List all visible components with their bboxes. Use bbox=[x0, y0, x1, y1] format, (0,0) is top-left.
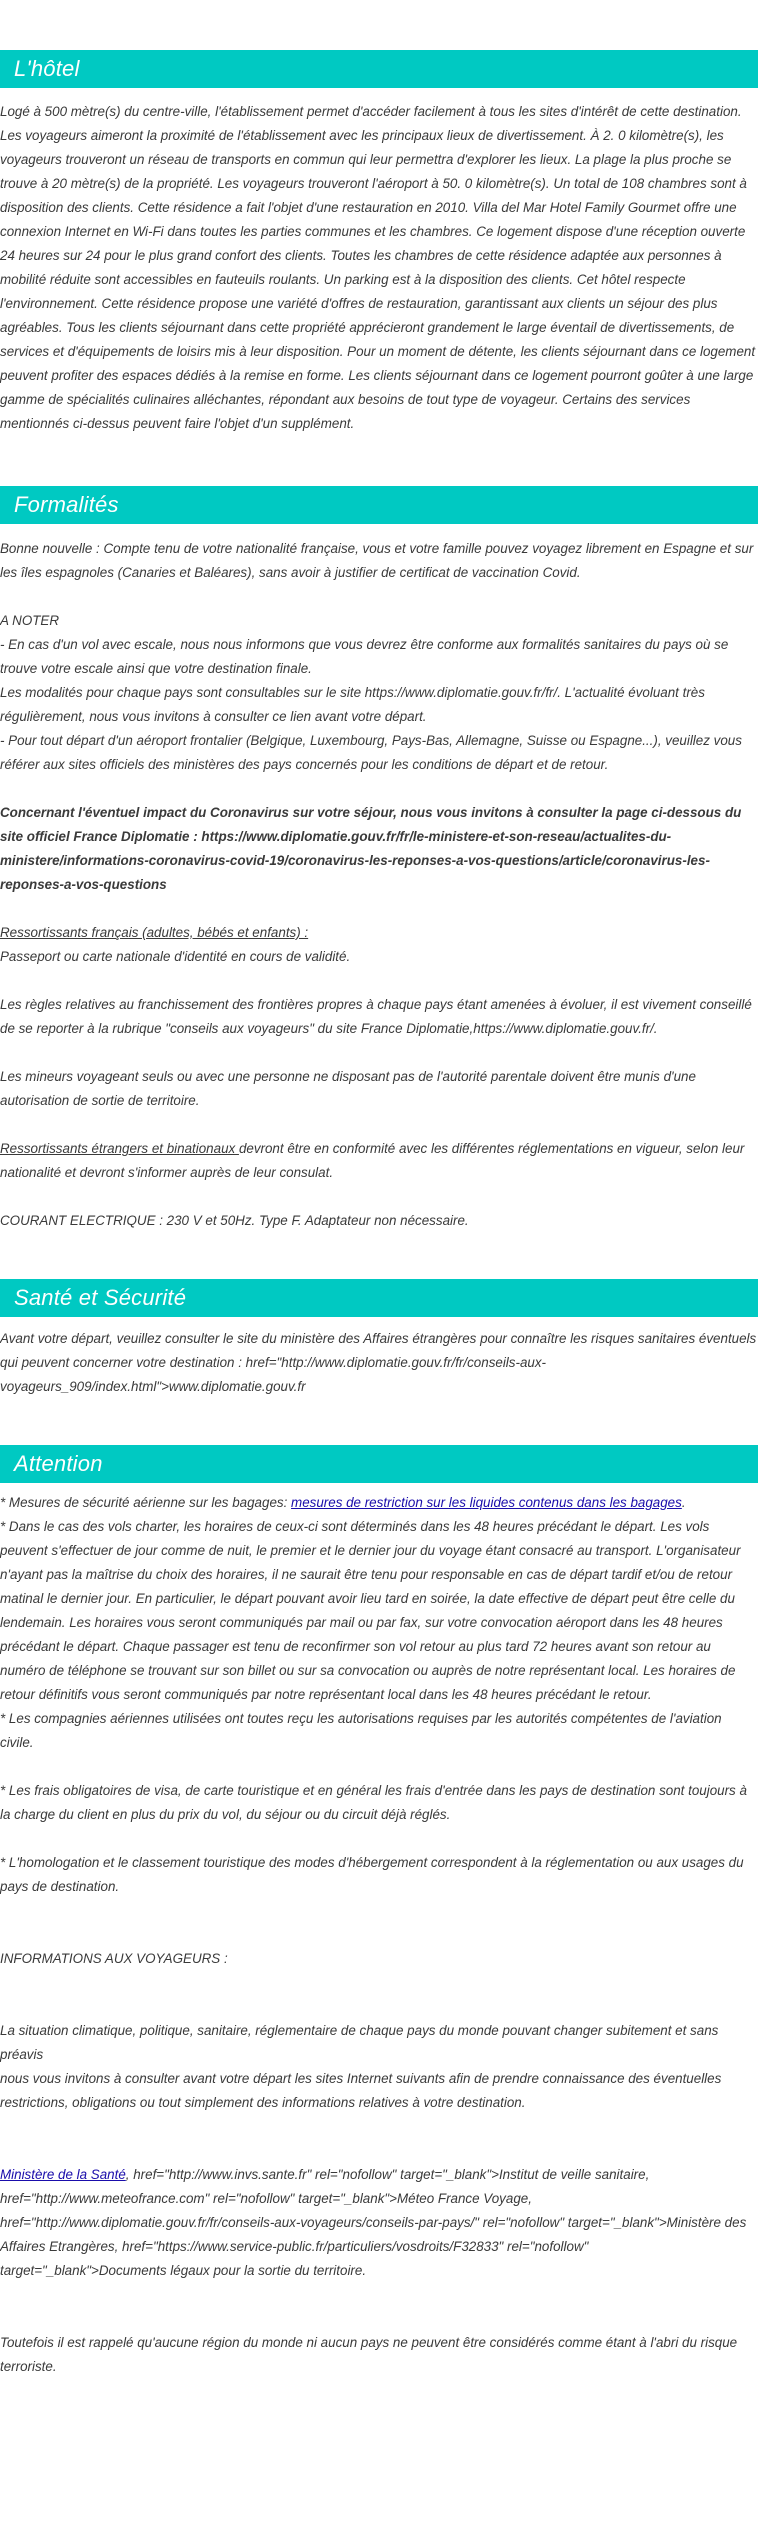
coronavirus-notice: Concernant l'éventuel impact du Coronavirus sur votre séjour, nous vous invitons à consulter la page ci-dessous du site officiel France Diplomatie : https://www.diplomatie.gouv.fr/fr/le-ministere-et-son-reseau/actualites-du-ministere/informations-coronavirus-covid-19/coronavirus-les-reponses-a-vos-questions/article/coronavirus-les-reponses-a-vos-questions bbox=[0, 805, 742, 892]
terrorisme-notice: Toutefois il est rappelé qu'aucune région du monde ni aucun pays ne peuvent être considérés comme étant à l'abri du risque terroriste. bbox=[0, 2335, 738, 2374]
charter-notice: * Dans le cas des vols charter, les horaires de ceux-ci sont déterminés dans les 48 heures précédant le départ. Les vols peuvent s'effectuer de jour comme de nuit, le premier et le dernier jour du voyage étant consacré au transport. L'organisateur n'ayant pas la maîtrise du choix des horaires, il ne saurait être tenu pour responsable en cas de départ tardif et/ou de retour matinal le dernier jour. En particulier, le départ pouvant avoir lieu tard en soirée, la date effective de départ peut être celle du lendemain. Les horaires vous seront communiqués par mail ou par fax, sur votre convocation aéroport dans les 48 heures précédant le départ. Chaque passager est tenu de reconfirmer son vol retour au plus tard 72 heures avant son retour au numéro de téléphone se trouvant sur son billet ou sur sa convocation ou auprès de notre représentant local. Les horaires de retour définitifs vous seront communiqués par notre représentant local dans les 48 heures précédant le retour. bbox=[0, 1519, 741, 1702]
bagages-prefix: * Mesures de sécurité aérienne sur les bagages: bbox=[0, 1495, 292, 1510]
homologation-notice: * L'homologation et le classement touristique des modes d'hébergement correspondent à la réglementation ou aux usages du pays de destination. bbox=[0, 1855, 744, 1894]
section-title-hotel: L'hôtel bbox=[0, 50, 758, 88]
consulter-notice: nous vous invitons à consulter avant votre départ les sites Internet suivants afin de prendre connaissance des éventuelles restrictions, obligations ou tout simplement des informations relatives à votre destination. bbox=[0, 2071, 722, 2110]
sites-officiels-text: , href="http://www.invs.sante.fr" rel="nofollow" target="_blank">Institut de veille sanitaire, href="http://www.meteofrance.com" rel="nofollow" target="_blank">Méteo France Voyage, href="http://www.diplomatie.gouv.fr/fr/conseils-aux-voyageurs/conseils-par-pays/" rel="nofollow" target="_blank">Ministère des Affaires Etrangères, href="https://www.service-public.fr/particuliers/vosdroits/F32833" rel="nofollow" target="_blank">Documents légaux pour la sortie du territoire. bbox=[0, 2167, 747, 2278]
a-noter-modalites: Les modalités pour chaque pays sont consultables sur le site https://www.diplomatie.gouv.fr/fr/. L'actualité évoluant très régulièrement, nous vous invitons à consulter ce lien avant votre départ. bbox=[0, 685, 705, 724]
ressortissants-francais-text: Passeport ou carte nationale d'identité en cours de validité. bbox=[0, 949, 351, 964]
a-noter-title: A NOTER bbox=[0, 613, 60, 628]
a-noter-escale: - En cas d'un vol avec escale, nous nous informons que vous devrez être conforme aux formalités sanitaires du pays où se trouve votre escale ainsi que votre destination finale. bbox=[0, 637, 729, 676]
formalites-intro: Bonne nouvelle : Compte tenu de votre nationalité française, vous et votre famille pouvez voyagez librement en Espagne et sur les îles espagnoles (Canaries et Baléares), sans avoir à justifier de certificat de vaccination Covid. bbox=[0, 541, 754, 580]
sites-officiels bbox=[0, 2163, 758, 2283]
sante-text: Avant votre départ, veuillez consulter le site du ministère des Affaires étrangères pour connaître les risques sanitaires éventuels qui peuvent concerner votre destination : href="http://www.diplomatie.gouv.fr/fr/conseils-aux-voyageurs_909/index.html">www.diplomatie.gouv.fr bbox=[0, 1331, 757, 1394]
situation-notice: La situation climatique, politique, sanitaire, réglementaire de chaque pays du monde pouvant changer subitement et sans préavis bbox=[0, 2023, 719, 2062]
etrangers-text: devront être en conformité avec les différentes réglementations en vigueur, selon leur nationalité et devront s'informer auprès de leur consulat. bbox=[0, 1141, 745, 1180]
infos-voyageurs-title: INFORMATIONS AUX VOYAGEURS : bbox=[0, 1951, 228, 1966]
a-noter-frontalier: - Pour tout départ d'un aéroport frontalier (Belgique, Luxembourg, Pays-Bas, Allemagne, Suisse ou Espagne...), veuillez vous référer aux sites officiels des ministères des pays concernés pour les conditions de départ et de retour. bbox=[0, 733, 742, 772]
frontieres-notice: Les règles relatives au franchissement des frontières propres à chaque pays étant amenées à évoluer, il est vivement conseillé de se reporter à la rubrique "conseils aux voyageurs" du site France Diplomatie,https://www.diplomatie.gouv.fr/. bbox=[0, 997, 752, 1036]
courant-electrique: COURANT ELECTRIQUE : 230 V et 50Hz. Type F. Adaptateur non nécessaire. bbox=[0, 1213, 469, 1228]
section-title-formalites: Formalités bbox=[0, 486, 758, 524]
hotel-description: Logé à 500 mètre(s) du centre-ville, l'établissement permet d'accéder facilement à tous les sites d'intérêt de cette destination. Les voyageurs aimeront la proximité de l'établissement avec les principaux lieux de divertissement. À 2. 0 kilomètre(s), les voyageurs trouveront un réseau de transports en commun qui leur permettra d'explorer les lieux. La plage la plus proche se trouve à 20 mètre(s) de la propriété. Les voyageurs trouveront l'aéroport à 50. 0 kilomètre(s). Un total de 108 chambres sont à disposition des clients. Cette résidence a fait l'objet d'une restauration en 2010. Villa del Mar Hotel Family Gourmet offre une connexion Internet en Wi-Fi dans toutes les parties communes et les chambres. Ce logement dispose d'une réception ouverte 24 heures sur 24 pour le plus grand confort des clients. Toutes les chambres de cette résidence adaptée aux personnes à mobilité réduite sont accessibles en fauteuils roulants. Un parking est à la disposition des clients. Cet hôtel respecte l'environnement. Cette résidence propose une variété d'offres de restauration, garantissant aux clients un séjour des plus agréables. Tous les clients séjournant dans cette propriété apprécieront grandement le large éventail de divertissements, de services et d'équipements de loisirs mis à leur disposition. Pour un moment de détente, les clients séjournant dans ce logement peuvent profiter des espaces dédiés à la remise en forme. Les clients séjournant dans ce logement pourront goûter à une large gamme de spécialités culinaires alléchantes, répondant aux besoins de tout type de voyageur. Certains des services mentionnés ci-dessus peuvent faire l'objet d'un supplément. bbox=[0, 104, 756, 431]
bagages-notice bbox=[0, 1491, 758, 1515]
bagages-suffix: . bbox=[681, 1495, 686, 1510]
ressortissants-francais-title: Ressortissants français (adultes, bébés et enfants) : bbox=[0, 925, 309, 940]
compagnies-notice: * Les compagnies aériennes utilisées ont toutes reçu les autorisations requises par les autorités compétentes de l'aviation civile. bbox=[0, 1711, 722, 1750]
section-title-attention: Attention bbox=[0, 1445, 758, 1483]
bagages-restriction-link[interactable]: mesures de restriction sur les liquides contenus dans les bagages bbox=[291, 1495, 682, 1510]
section-title-sante: Santé et Sécurité bbox=[0, 1279, 758, 1317]
etrangers-notice bbox=[0, 1137, 758, 1185]
frais-notice: * Les frais obligatoires de visa, de carte touristique et en général les frais d'entrée dans les pays de destination sont toujours à la charge du client en plus du prix du vol, du séjour ou du circuit déjà réglés. bbox=[0, 1783, 747, 1822]
mineurs-notice: Les mineurs voyageant seuls ou avec une personne ne disposant pas de l'autorité parentale doivent être munis d'une autorisation de sortie de territoire. bbox=[0, 1069, 696, 1108]
ministere-sante-link[interactable]: Ministère de la Santé bbox=[0, 2167, 126, 2182]
etrangers-title: Ressortissants étrangers et binationaux bbox=[0, 1141, 239, 1156]
